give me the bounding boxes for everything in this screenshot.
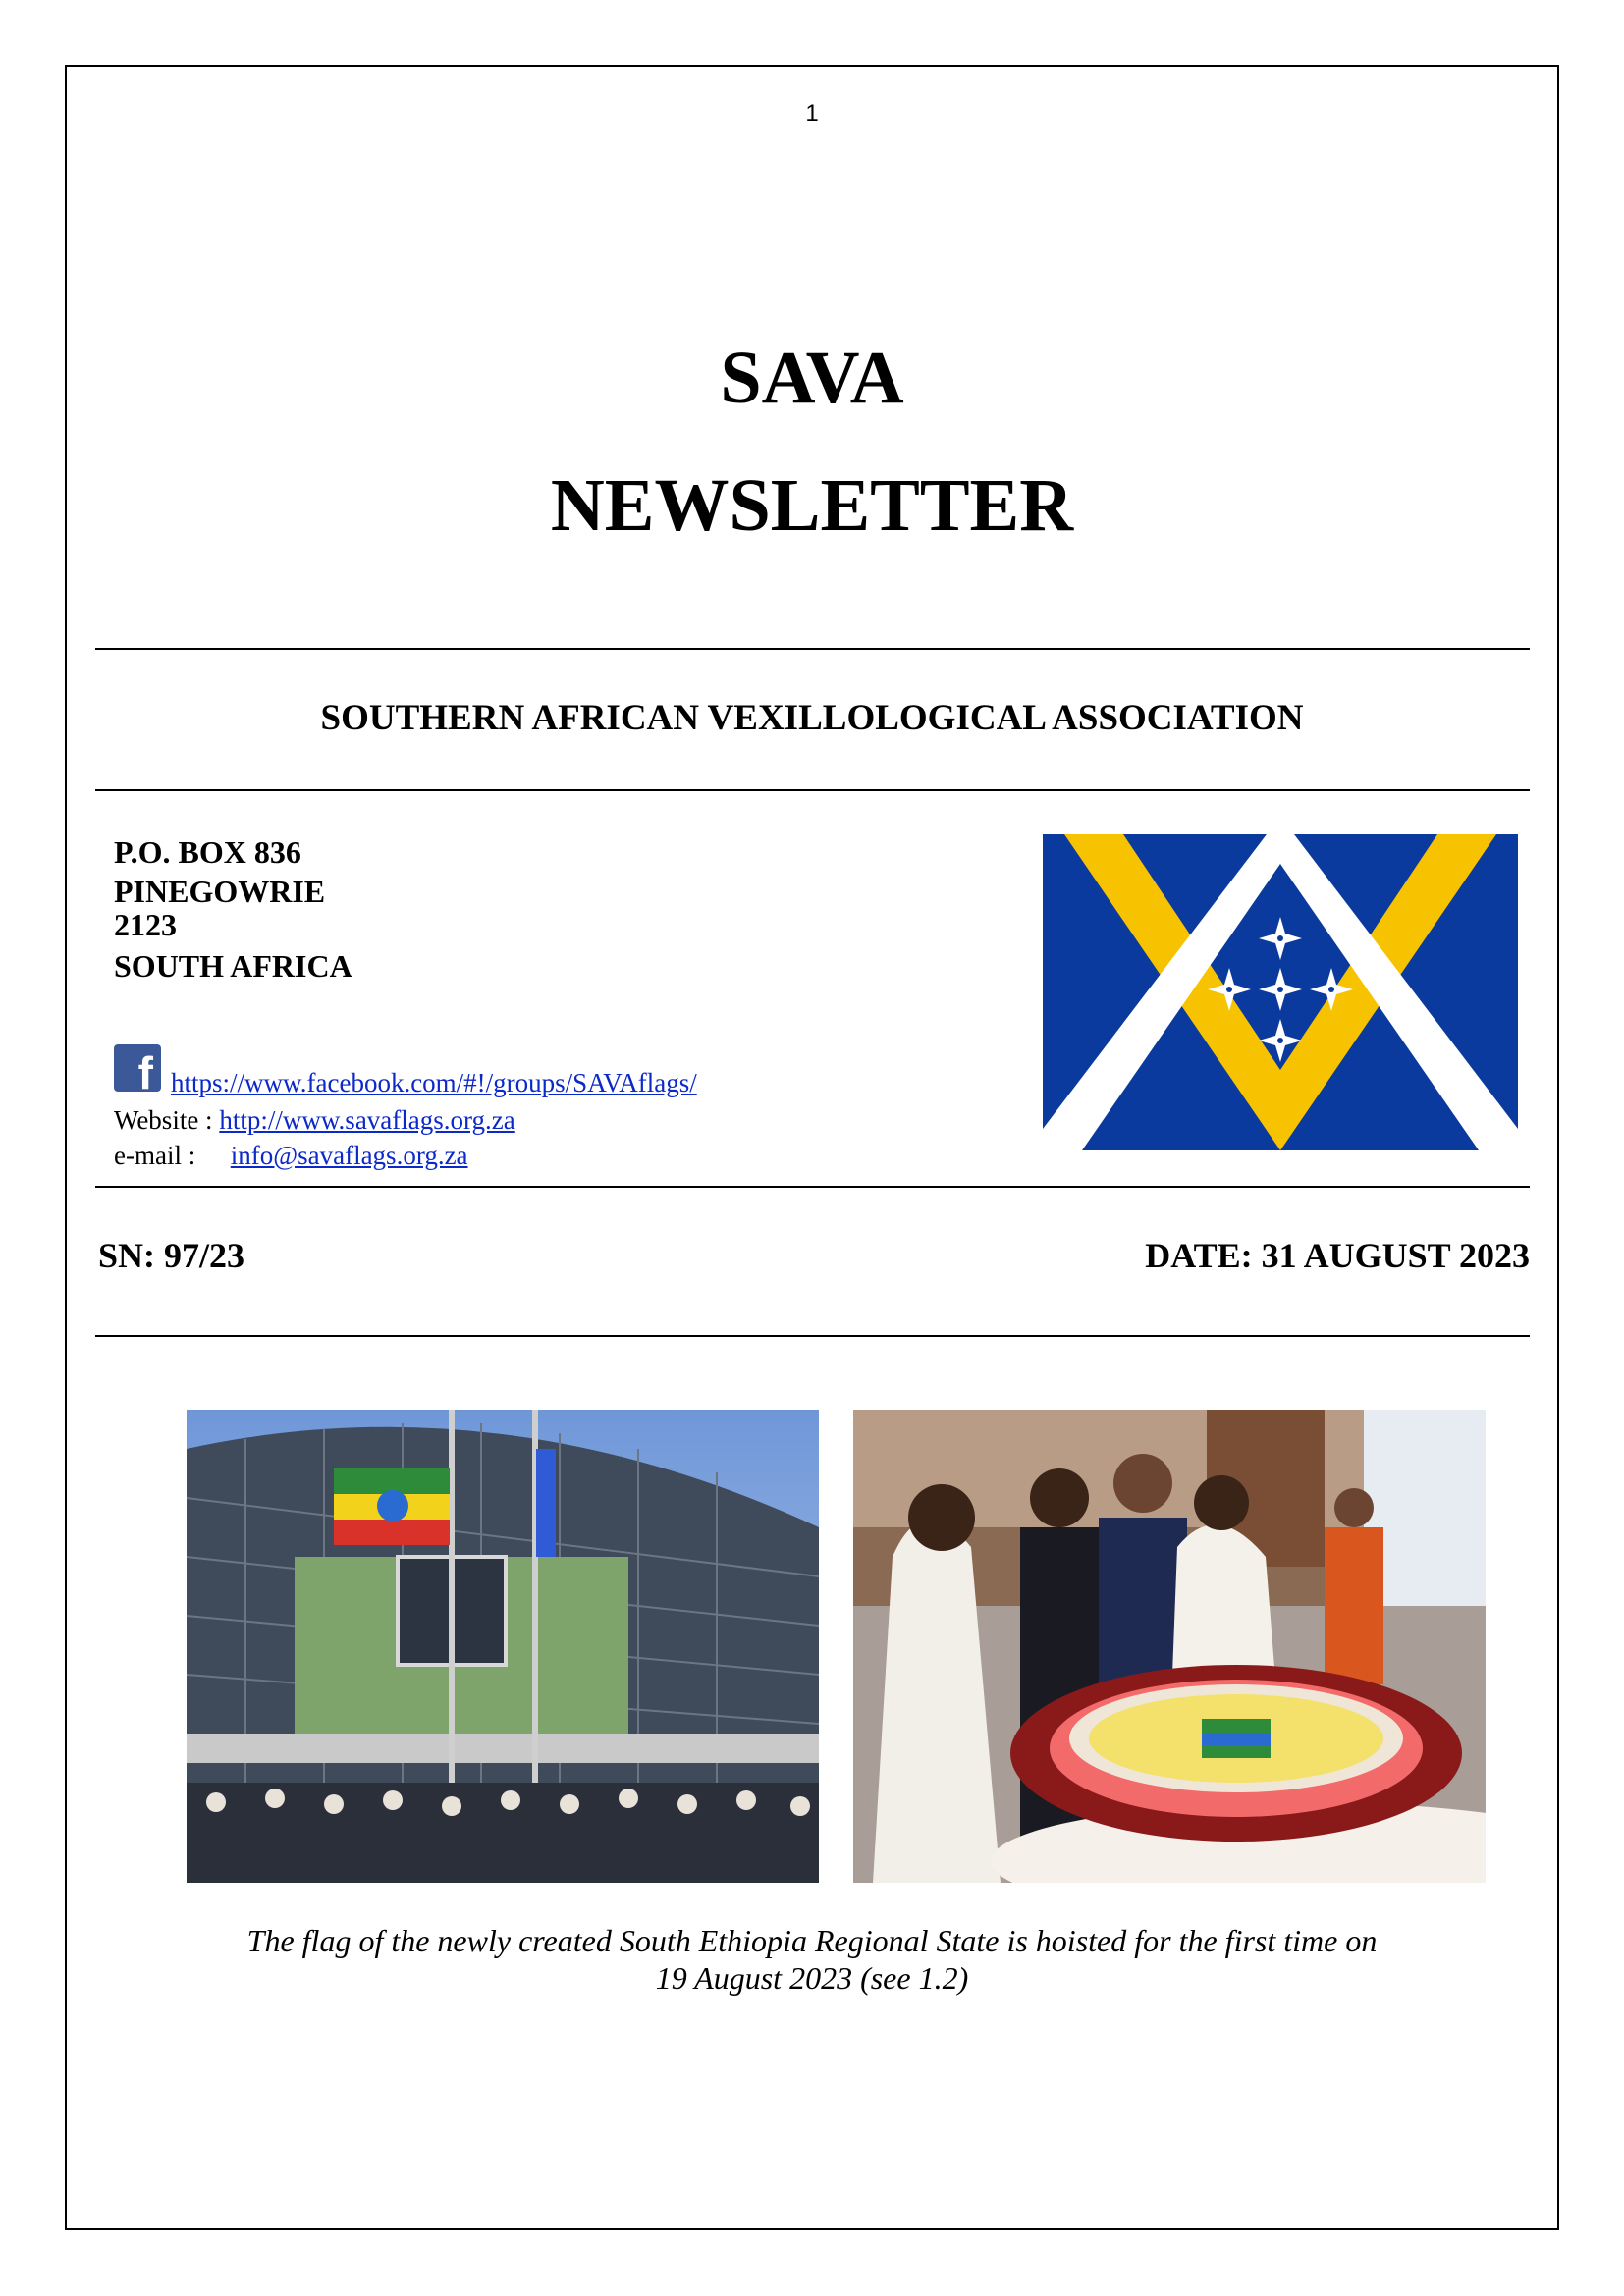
photo-caption — [0, 1922, 1624, 1997]
address-line: P.O. BOX 836 — [114, 834, 301, 870]
caption-line: 19 August 2023 (see 1.2) — [655, 1960, 969, 1996]
address-line: 2123 — [114, 907, 177, 942]
email-label: e-mail : — [114, 1141, 196, 1170]
title-newsletter: NEWSLETTER — [550, 464, 1074, 547]
divider-top — [95, 648, 1530, 650]
flag-hoisting-photo — [187, 1410, 819, 1883]
cake-cutting-photo — [853, 1410, 1486, 1883]
postal-address — [114, 832, 352, 986]
title-sava: SAVA — [720, 337, 904, 419]
page-number: 1 — [805, 100, 819, 127]
divider-issue — [95, 1335, 1530, 1337]
association-name: SOUTHERN AFRICAN VEXILLOLOGICAL ASSOCIATION — [320, 698, 1304, 738]
facebook-link[interactable]: https://www.facebook.com/#!/groups/SAVAflags/ — [171, 1068, 697, 1097]
sava-flag-logo — [1043, 834, 1518, 1150]
website-row — [114, 1105, 515, 1136]
email-link[interactable]: info@savaflags.org.za — [230, 1141, 468, 1170]
email-row — [114, 1141, 468, 1171]
caption-line: The flag of the newly created South Ethiopia Regional State is hoisted for the first time on — [246, 1923, 1378, 1958]
divider-assoc — [95, 789, 1530, 791]
address-line: PINEGOWRIE — [114, 874, 326, 909]
issue-date: DATE: 31 AUGUST 2023 — [1145, 1236, 1530, 1275]
address-line: SOUTH AFRICA — [114, 948, 352, 984]
website-label: Website : — [114, 1105, 213, 1135]
divider-contact — [95, 1186, 1530, 1188]
website-link[interactable]: http://www.savaflags.org.za — [219, 1105, 515, 1135]
serial-number: SN: 97/23 — [98, 1236, 245, 1275]
facebook-icon[interactable]: f — [114, 1044, 161, 1092]
